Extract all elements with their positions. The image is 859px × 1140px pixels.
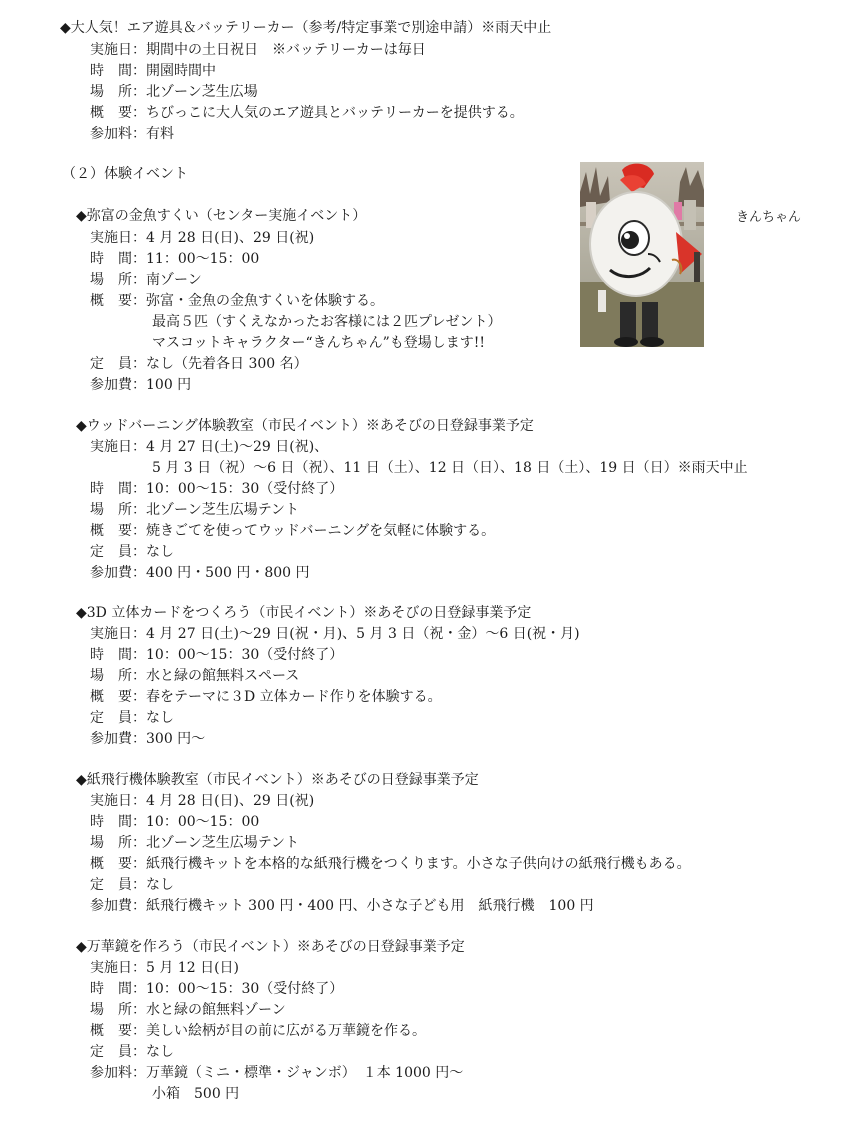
text-line: 小箱 500 円 [152,1086,240,1102]
heading-goldfish: ◆弥富の金魚すくい（センター実施イベント） [76,208,367,224]
text-line: 場 所：水と緑の館無料スペース [90,668,300,684]
text-line: 参加費：紙飛行機キット 300 円・400 円、小さな子ども用 紙飛行機 100 円 [90,898,594,914]
text-line: 場 所：北ゾーン芝生広場 [90,84,258,100]
text-line: 概 要：春をテーマに３D 立体カード作りを体験する。 [90,689,442,705]
text-line: 時 間：10：00〜15：30（受付終了） [90,481,344,497]
text-line: 参加費：400 円・500 円・800 円 [90,565,310,581]
section-title: （２）体験イベント [62,166,188,182]
text-line: 時 間：10：00〜15：30（受付終了） [90,647,344,663]
text-line: 概 要：美しい絵柄が目の前に広がる万華鏡を作る。 [90,1023,426,1039]
text-line: 最高５匹（すくえなかったお客様には２匹プレゼント） [152,314,502,330]
text-line: マスコットキャラクター“きんちゃん”も登場します!! [152,335,486,351]
text-line: 参加料：有料 [90,126,174,142]
text-line: 定 員：なし [90,877,174,893]
text-line: 参加費：100 円 [90,377,192,393]
text-line: 時 間：開園時間中 [90,63,216,79]
text-line: 概 要：焼きごてを使ってウッドバーニングを気軽に体験する。 [90,523,496,539]
text-line: 時 間：10：00〜15：30（受付終了） [90,981,344,997]
text-line: 実施日：期間中の土日祝日 ※バッテリーカーは毎日 [90,42,426,58]
text-line: 実施日：4 月 27 日(土)〜29 日(祝・月)、5 月 3 日（祝・金）〜6 日(祝・月) [90,626,580,642]
text-line: 5 月 3 日（祝）〜6 日（祝）、11 日（土）、12 日（日）、18 日（土）、19 日（日）※雨天中止 [152,460,748,476]
text-line: 概 要：弥富・金魚の金魚すくいを体験する。 [90,293,384,309]
text-line: 実施日：4 月 27 日(土)〜29 日(祝)、 [90,439,329,455]
text-line: 実施日：5 月 12 日(日) [90,960,239,976]
text-line: 参加費：300 円〜 [90,731,206,747]
text-line: 定 員：なし（先着各日 300 名） [90,356,308,372]
heading-3d-card: ◆3D 立体カードをつくろう（市民イベント）※あそびの日登録事業予定 [76,605,532,621]
kinchan-mascot-icon [580,162,704,347]
text-line: 実施日：4 月 28 日(日)、29 日(祝) [90,793,315,809]
text-line: 実施日：4 月 28 日(日)、29 日(祝) [90,230,315,246]
heading-kaleidoscope: ◆万華鏡を作ろう（市民イベント）※あそびの日登録事業予定 [76,939,465,955]
text-line: 概 要：ちびっこに大人気のエア遊具とバッテリーカーを提供する。 [90,105,524,121]
kinchan-mascot-photo [580,162,704,347]
text-line: 場 所：南ゾーン [90,272,202,288]
heading-woodburning: ◆ウッドバーニング体験教室（市民イベント）※あそびの日登録事業予定 [76,418,534,434]
text-line: 時 間：11：00〜15：00 [90,251,260,267]
text-line: 概 要：紙飛行機キットを本格的な紙飛行機をつくります。小さな子供向けの紙飛行機もある。 [90,856,691,872]
heading-air-play: ◆大人気！エア遊具＆バッテリーカー（参考/特定事業で別途申請）※雨天中止 [60,20,552,36]
text-line: 時 間：10：00〜15：00 [90,814,260,830]
text-line: 定 員：なし [90,1044,174,1060]
photo-caption: きんちゃん [736,210,802,225]
text-line: 場 所：北ゾーン芝生広場テント [90,502,300,518]
text-line: 場 所：水と緑の館無料ゾーン [90,1002,286,1018]
text-line: 定 員：なし [90,710,174,726]
heading-paper-plane: ◆紙飛行機体験教室（市民イベント）※あそびの日登録事業予定 [76,772,479,788]
text-line: 定 員：なし [90,544,174,560]
text-line: 参加料：万華鏡（ミニ・標準・ジャンボ） １本 1000 円〜 [90,1065,464,1081]
text-line: 場 所：北ゾーン芝生広場テント [90,835,300,851]
